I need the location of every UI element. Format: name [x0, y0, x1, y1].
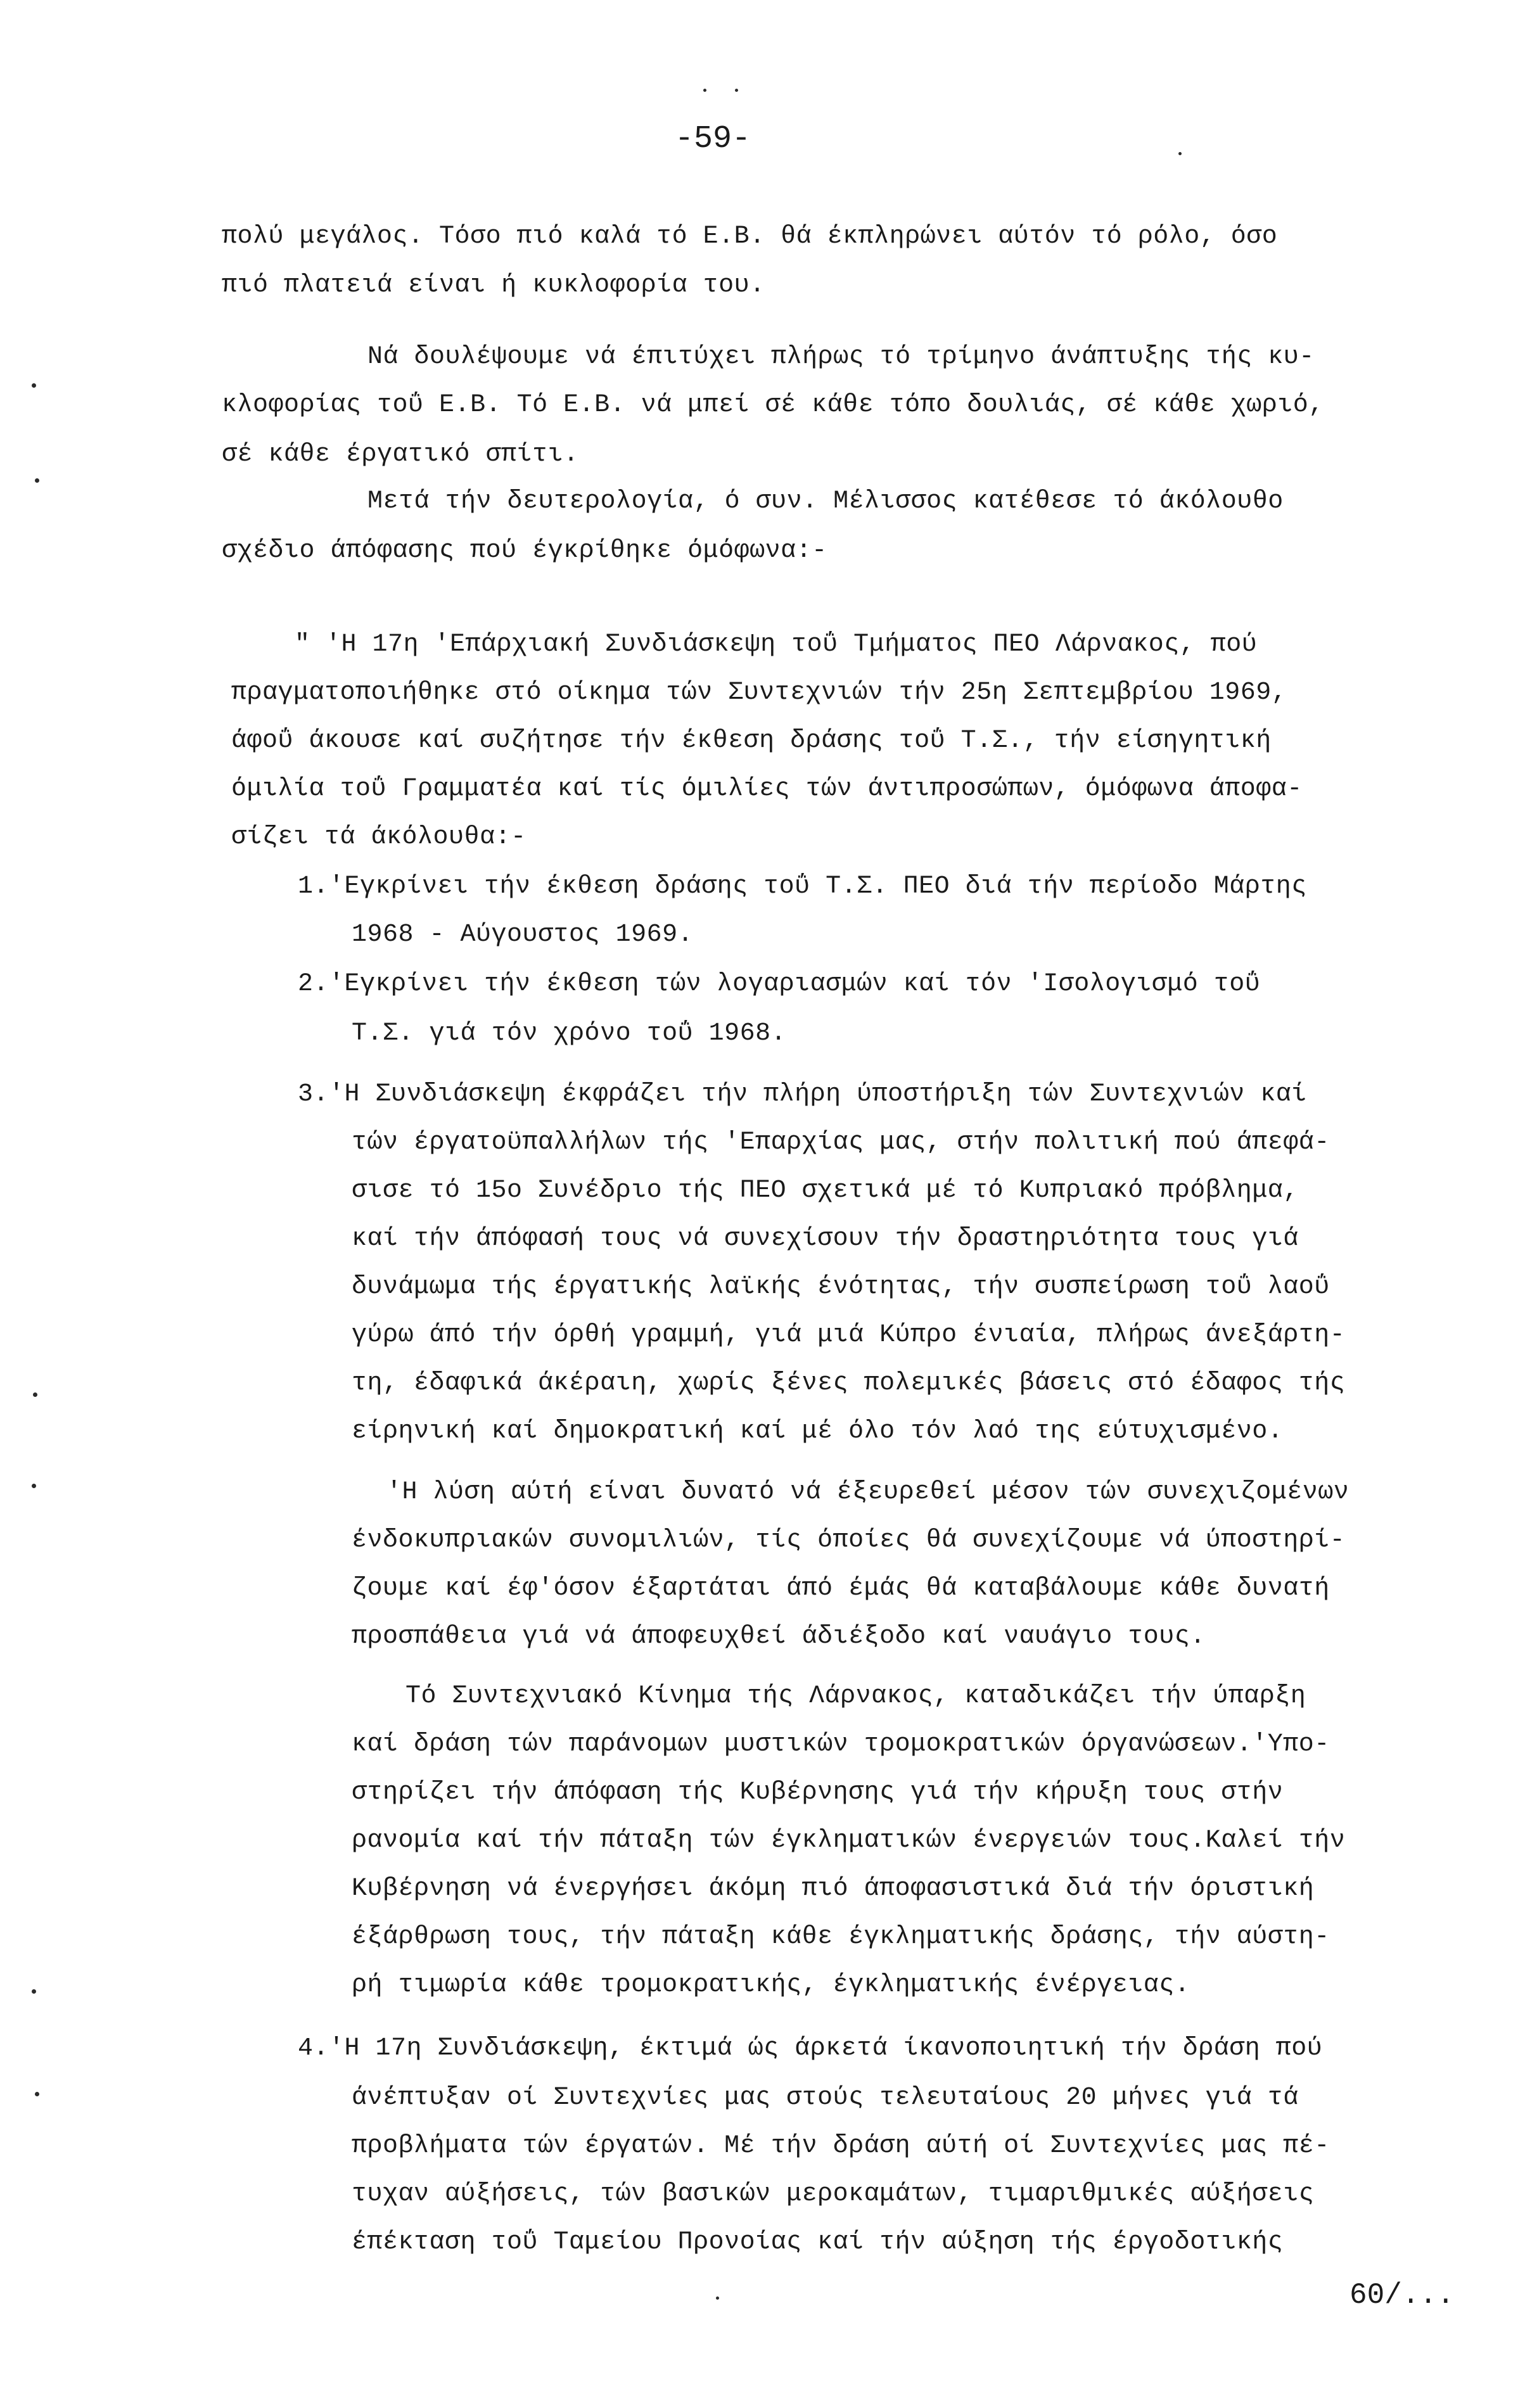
text-line: Μετά τήν δευτερολογία, ό συν. Μέλισσος κατέθεσε τό άκόλουθο [367, 487, 1284, 516]
text-line: άφοΰ άκουσε καί συζήτησε τήν έκθεση δράσης τοΰ Τ.Σ., τήν είσηγητική [231, 727, 1272, 755]
text-line: ρανομία καί τήν πάταξη τών έγκληματικών ένεργειών τους.Καλεί τήν [352, 1826, 1346, 1855]
text-line: στηρίζει τήν άπόφαση τής Κυβέρνησης γιά τήν κήρυξη τους στήν [352, 1778, 1284, 1807]
text-line: Νά δουλέψουμε νά έπιτύχει πλήρως τό τρίμηνο άνάπτυξης τής κυ- [367, 343, 1315, 371]
text-line: τυχαν αύξήσεις, τών βασικών μεροκαμάτων, τιμαριθμικές αύξήσεις [352, 2180, 1315, 2208]
text-line: κλοφορίας τοΰ Ε.Β. Τό Ε.Β. νά μπεί σέ κάθε τόπο δουλιάς, σέ κάθε χωριό, [222, 391, 1324, 419]
scan-speck [35, 2092, 39, 2096]
scan-speck [32, 1989, 36, 1994]
text-line: Τ.Σ. γιά τόν χρόνο τοΰ 1968. [352, 1019, 787, 1048]
text-line: δυνάμωμα τής έργατικής λαϊκής ένότητας, τήν συσπείρωση τοΰ λαοΰ [352, 1273, 1330, 1301]
text-line: σέ κάθε έργατικό σπίτι. [222, 440, 579, 469]
scan-speck [1178, 152, 1182, 155]
scan-speck [703, 89, 706, 92]
scan-speck [33, 1392, 37, 1397]
scan-speck [35, 478, 39, 483]
text-line: προσπάθεια γιά νά άποφευχθεί άδιέξοδο καί ναυάγιο τους. [352, 1622, 1206, 1651]
page-number: -59- [675, 121, 751, 157]
text-line: Τό Συντεχνιακό Κίνημα τής Λάρνακος, καταδικάζει τήν ύπαρξη [405, 1682, 1306, 1710]
list-item-1: 1.'Εγκρίνει τήν έκθεση δράσης τοΰ Τ.Σ. ΠΕΟ διά τήν περίοδο Μάρτης [298, 872, 1307, 901]
text-line: πραγματοποιήθηκε στό οίκημα τών Συντεχνιών τήν 25η Σεπτεμβρίου 1969, [231, 678, 1287, 707]
list-item-4: 4.'Η 17η Συνδιάσκεψη, έκτιμά ώς άρκετά ίκανοποιητική τήν δράση πού [298, 2034, 1323, 2063]
text-line: γύρω άπό τήν όρθή γραμμή, γιά μιά Κύπρο ένιαία, πλήρως άνεξάρτη- [352, 1321, 1346, 1349]
scan-speck [735, 89, 738, 92]
text-line: ένδοκυπριακών συνομιλιών, τίς όποίες θά συνεχίζουμε νά ύποστηρί- [352, 1526, 1346, 1555]
text-line: ρή τιμωρία κάθε τρομοκρατικής, έγκληματικής ένέργειας. [352, 1971, 1190, 1999]
text-line: πιό πλατειά είναι ή κυκλοφορία του. [222, 271, 765, 300]
list-item-2: 2.'Εγκρίνει τήν έκθεση τών λογαριασμών καί τόν 'Ισολογισμό τοΰ [298, 970, 1261, 998]
text-line: έπέκταση τοΰ Ταμείου Προνοίας καί τήν αύξηση τής έργοδοτικής [352, 2228, 1284, 2257]
list-item-3: 3.'Η Συνδιάσκεψη έκφράζει τήν πλήρη ύποστήριξη τών Συντεχνιών καί [298, 1080, 1307, 1109]
text-line: 1968 - Αύγουστος 1969. [352, 921, 694, 949]
text-line: έξάρθρωση τους, τήν πάταξη κάθε έγκληματικής δράσης, τήν αύστη- [352, 1923, 1330, 1951]
text-line: τών έργατοϋπαλλήλων τής 'Επαρχίας μας, στήν πολιτική πού άπεφά- [352, 1128, 1330, 1157]
text-line: είρηνική καί δημοκρατική καί μέ όλο τόν λαό της εύτυχισμένο. [352, 1417, 1284, 1446]
text-line: καί τήν άπόφασή τους νά συνεχίσουν τήν δραστηριότητα τους γιά [352, 1225, 1299, 1253]
text-line: προβλήματα τών έργατών. Μέ τήν δράση αύτή οί Συντεχνίες μας πέ- [352, 2132, 1330, 2160]
text-line: " 'Η 17η 'Επάρχιακή Συνδιάσκεψη τοΰ Τμήματος ΠΕΟ Λάρνακος, πού [295, 630, 1258, 659]
scan-speck [32, 383, 36, 388]
text-line: 'Η λύση αύτή είναι δυνατό νά έξευρεθεί μέσον τών συνεχιζομένων [386, 1478, 1350, 1507]
text-line: ζουμε καί έφ'όσον έξαρτάται άπό έμάς θά καταβάλουμε κάθε δυνατή [352, 1574, 1330, 1603]
text-line: σίζει τά άκόλουθα:- [231, 823, 526, 851]
text-line: πολύ μεγάλος. Τόσο πιό καλά τό Ε.Β. θά έκπληρώνει αύτόν τό ρόλο, όσο [222, 222, 1278, 251]
text-line: τη, έδαφικά άκέραιη, χωρίς ξένες πολεμικές βάσεις στό έδαφος τής [352, 1369, 1346, 1398]
text-line: Κυβέρνηση νά ένεργήσει άκόμη πιό άποφασιστικά διά τήν όριστική [352, 1875, 1315, 1903]
text-line: σισε τό 15ο Συνέδριο τής ΠΕΟ σχετικά μέ τό Κυπριακό πρόβλημα, [352, 1176, 1299, 1205]
text-line: όμιλία τοΰ Γραμματέα καί τίς όμιλίες τών άντιπροσώπων, όμόφωνα άποφα- [231, 775, 1303, 803]
scan-speck [32, 1484, 36, 1488]
scan-speck [716, 2297, 719, 2300]
text-line: καί δράση τών παράνομων μυστικών τρομοκρατικών όργανώσεων.'Υπο- [352, 1730, 1330, 1759]
text-line: άνέπτυξαν οί Συντεχνίες μας στούς τελευταίους 20 μήνες γιά τά [352, 2084, 1299, 2112]
continuation-marker: 60/... [1350, 2279, 1455, 2312]
text-line: σχέδιο άπόφασης πού έγκρίθηκε όμόφωνα:- [222, 537, 827, 565]
